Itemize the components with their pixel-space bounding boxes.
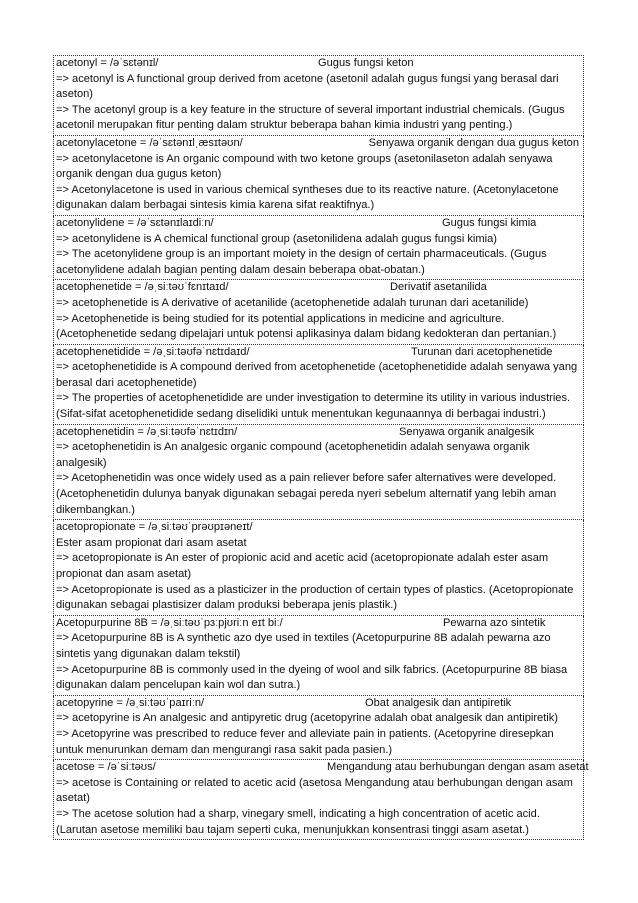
entry-meaning: Pewarna azo sintetik: [443, 616, 546, 629]
entry-definition: => acetophenetide is A derivative of acetanilide (acetophenetide adalah turunan dari acetanilide): [56, 296, 529, 309]
entry-acetopropionate: [53, 520, 584, 616]
entry-acetopyrine: [53, 696, 584, 760]
entry-meaning: Gugus fungsi keton: [318, 57, 414, 69]
entry-example: => Acetophenetidin was once widely used as a pain reliever before safer alternatives were developed. (Acetophenetidin dulunya banyak digunakan sebagai pereda nyeri sebelum alternatif yang lebih aman dikembangkan.): [56, 472, 557, 516]
entry-example: => Acetophenetide is being studied for its potential applications in medicine and agriculture. (Acetophenetide sedang dipelajari untuk potensi aplikasinya dalam bidang kedokteran dan pertanian.): [56, 312, 557, 341]
glossary-sheet: [53, 55, 589, 840]
entry-meaning: Turunan dari acetophenetide: [411, 345, 553, 358]
entry-term: acetopropionate = /əˌsiːtəʊˈprəʊpɪəneɪt/: [56, 521, 253, 534]
entry-header: [56, 280, 581, 296]
entry-term: acetophenetide = /əˌsiːtəʊˈfɛnɪtaɪd/: [56, 281, 229, 294]
entry-header: [56, 56, 581, 72]
entry-meaning: Obat analgesik dan antipiretik: [365, 696, 512, 709]
entry-meaning: Derivatif asetanilida: [390, 281, 487, 294]
entry-term: acetophenetidide = /əˌsiːtəʊfəˈnɛtɪdaɪd/: [56, 345, 250, 358]
entry-meaning: Senyawa organik dengan dua gugus keton: [368, 136, 579, 149]
entry-example: => The properties of acetophenetidide are under investigation to determine its utility in various industries. (Sifat-sifat acetophenetidide sedang diselidiki untuk menentukan kegunaannya di berbagai industri.): [56, 392, 571, 421]
entry-header: [56, 520, 581, 551]
entry-definition: => acetophenetidide is A compound derived from acetophenetide (acetophenetidide adalah senyawa yang berasal dari acetophenetide): [56, 361, 578, 389]
entry-meaning: Mengandung atau berhubungan dengan asam asetat: [327, 761, 589, 774]
entry-definition: => acetonylidene is A chemical functional group (asetonilidena adalah gugus fungsi kimia): [56, 232, 497, 245]
entry-example: => The acetonylidene group is an important moiety in the design of certain pharmaceuticals. (Gugus acetonylidene adalah bagian penting dalam desain beberapa obat-obatan.): [56, 248, 547, 276]
entry-term: acetonyl = /əˈsɛtənɪl/: [56, 57, 159, 69]
entry-acetophenetidide: [53, 345, 584, 425]
entry-header: [56, 136, 581, 152]
entry-header: [56, 760, 589, 776]
entry-header: [56, 696, 581, 712]
entry-acetopurpurine-8b: [53, 616, 584, 696]
entry-meaning: Gugus fungsi kimia: [442, 216, 537, 229]
entry-definition: => acetonyl is A functional group derived from acetone (asetonil adalah gugus fungsi yang berasal dari aseton): [56, 72, 559, 101]
entry-header: [56, 345, 581, 361]
entry-acetophenetide: [53, 280, 584, 344]
entry-example: => Acetopyrine was prescribed to reduce fever and alleviate pain in patients. (Acetopyrine diresepkan untuk menurunkan demam dan mengurangi rasa sakit pada pasien.): [56, 727, 554, 756]
entry-header: [56, 216, 581, 232]
entry-example: => Acetopropionate is used as a plasticizer in the production of certain types of plastics. (Acetopropionate digunakan sebagai plastisizer dalam produksi beberapa jenis plastik.): [56, 583, 574, 612]
entry-acetonylidene: [53, 216, 584, 280]
entry-header: [56, 425, 581, 441]
entry-definition: => acetose is Containing or related to acetic acid (asetosa Mengandung atau berhubungan dengan asam asetat): [56, 776, 573, 805]
entry-example: => Acetonylacetone is used in various chemical syntheses due to its reactive nature. (Acetonylacetone digunakan dalam berbagai sintesis kimia karena sifat reaktifnya.): [56, 183, 559, 212]
entry-term: acetonylidene = /əˈsɛtənɪlaɪdiːn/: [56, 216, 214, 229]
entry-meaning: Senyawa organik analgesik: [399, 425, 535, 438]
entry-example: => The acetose solution had a sharp, vinegary smell, indicating a high concentration of acetic acid. (Larutan asetose memiliki bau tajam seperti cuka, menunjukkan konsentrasi tinggi asam asetat.): [56, 807, 540, 836]
entry-definition: => acetonylacetone is An organic compound with two ketone groups (asetonilaseton adalah senyawa organik dengan dua gugus keton): [56, 152, 553, 181]
entry-meaning: Ester asam propionat dari asam asetat: [56, 536, 247, 549]
entry-term: acetose = /əˈsiːtəʊs/: [56, 761, 156, 774]
entry-acetonylacetone: [53, 136, 584, 216]
entry-definition: => acetopyrine is An analgesic and antipyretic drug (acetopyrine adalah obat analgesik dan antipiretik): [56, 712, 559, 725]
entry-header: [56, 616, 581, 632]
entry-definition: => Acetopurpurine 8B is A synthetic azo dye used in textiles (Acetopurpurine 8B adalah pewarna azo sintetis yang digunakan dalam tekstil): [56, 632, 551, 660]
entry-term: acetopyrine = /əˌsiːtəʊˈpaɪriːn/: [56, 696, 205, 709]
entry-definition: => acetopropionate is An ester of propionic acid and acetic acid (acetopropionate adalah ester asam propionat dan asam asetat): [56, 552, 549, 580]
entry-acetonyl: [53, 55, 584, 136]
entry-acetose: [53, 760, 589, 840]
entry-definition: => acetophenetidin is An analgesic organic compound (acetophenetidin adalah senyawa organik analgesik): [56, 441, 530, 469]
entry-term: acetonylacetone = /əˈsɛtənɪlˌæsɪtəʊn/: [56, 136, 243, 149]
entry-term: Acetopurpurine 8B = /əˌsiːtəʊˈpɜːpjʊriːn eɪt biː/: [56, 616, 283, 629]
entry-example: => The acetonyl group is a key feature in the structure of several important industrial chemicals. (Gugus acetonil merupakan fitur penting dalam struktur beberapa bahan kimia industri yang penting.): [56, 103, 565, 132]
entry-acetophenetidin: [53, 425, 584, 521]
entry-term: acetophenetidin = /əˌsiːtəʊfəˈnɛtɪdɪn/: [56, 425, 238, 438]
entry-example: => Acetopurpurine 8B is commonly used in the dyeing of wool and silk fabrics. (Acetopurpurine 8B biasa digunakan dalam pencelupan kain wol dan sutra.): [56, 663, 568, 692]
